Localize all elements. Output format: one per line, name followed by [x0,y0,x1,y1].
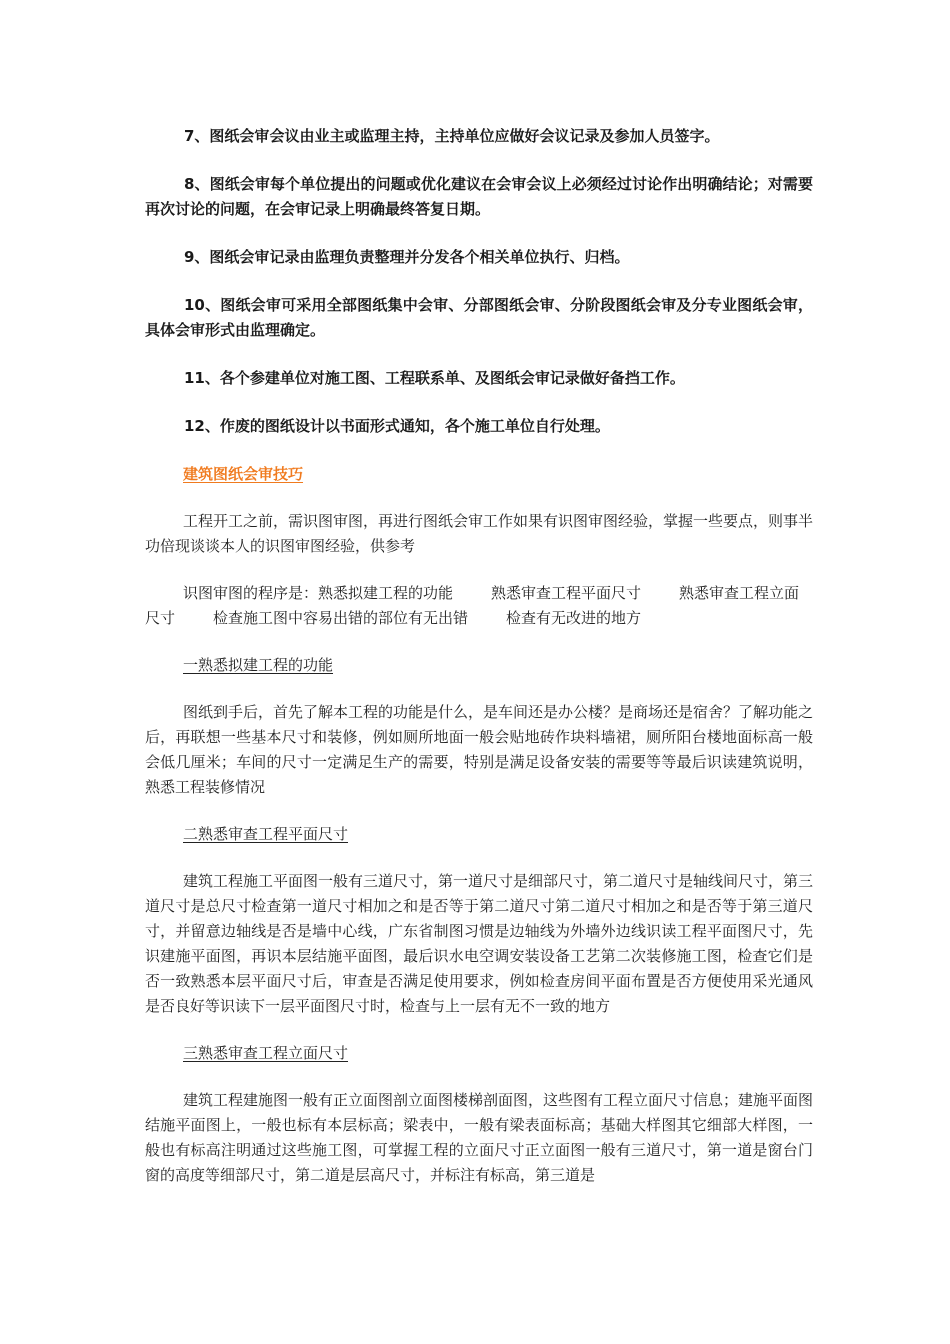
rule-item-9: 9、图纸会审记录由监理负责整理并分发各个相关单位执行、归档。 [184,248,630,266]
tips-link[interactable]: 建筑图纸会审技巧 [183,465,304,483]
rule-item-7: 7、图纸会审会议由业主或监理主持，主持单位应做好会议记录及参加人员签字。 [184,127,720,145]
section-heading-2: 二熟悉审查工程平面尺寸 [183,825,349,843]
section-body-2: 建筑工程施工平面图一般有三道尺寸，第一道尺寸是细部尺寸，第二道尺寸是轴线间尺寸，第三道尺寸是总尺寸检查第一道尺寸相加之和是否等于第二道尺寸第二道尺寸相加之和是否等于第三道尺寸，并留意边轴线是否是墙中心线，广东省制图习惯是边轴线为外墙外边线识读工程平面图尺寸，先识建施平面图，再识本层结施平面图，最后识水电空调安装设备工艺第二次装修施工图，检查它们是否一致熟悉本层平面尺寸后，审查是否满足使用要求，例如检查房间平面布置是否方便使用采光通风是否良好等识读下一层平面图尺寸时，检查与上一层有无不一致的地方 [145,872,814,1015]
rule-item-10: 10、图纸会审可采用全部图纸集中会审、分部图纸会审、分阶段图纸会审及分专业图纸会审，具体会审形式由监理确定。 [145,296,813,339]
section-body-3: 建筑工程建施图一般有正立面图剖立面图楼梯剖面图，这些图有工程立面尺寸信息；建施平面图结施平面图上，一般也标有本层标高；梁表中，一般有梁表面标高；基础大样图其它细部大样图，一般也有标高注明通过这些施工图，可掌握工程的立面尺寸正立面图一般有三道尺寸，第一道是窗台门窗的高度等细部尺寸，第二道是层高尺寸，并标注有标高，第三道是 [145,1091,814,1184]
section-body-1: 图纸到手后，首先了解本工程的功能是什么，是车间还是办公楼？是商场还是宿舍？了解功能之后，再联想一些基本尺寸和装修，例如厕所地面一般会贴地砖作块料墙裙，厕所阳台楼地面标高一般会低几厘米；车间的尺寸一定满足生产的需要，特别是满足设备安装的需要等等最后识读建筑说明，熟悉工程装修情况 [145,703,814,796]
procedure-paragraph [145,581,813,631]
section-heading-3: 三熟悉审查工程立面尺寸 [183,1044,349,1062]
procedure-lead: 识图审图的程序是： [183,584,319,602]
procedure-step-3: 熟悉审查工程立面尺寸 [145,584,800,627]
procedure-step-1: 熟悉拟建工程的功能 [318,584,454,602]
document-content [145,124,813,1210]
section-heading-1: 一熟悉拟建工程的功能 [183,656,334,674]
rule-item-11: 11、各个参建单位对施工图、工程联系单、及图纸会审记录做好备挡工作。 [184,369,685,387]
rule-item-12: 12、作废的图纸设计以书面形式通知，各个施工单位自行处理。 [184,417,610,435]
procedure-step-2: 熟悉审查工程平面尺寸 [491,584,642,602]
rule-item-8: 8、图纸会审每个单位提出的问题或优化建议在会审会议上必须经过讨论作出明确结论；对需要再次讨论的问题，在会审记录上明确最终答复日期。 [145,175,813,218]
procedure-step-4: 检查施工图中容易出错的部位有无出错 [213,609,469,627]
intro-paragraph: 工程开工之前，需识图审图，再进行图纸会审工作如果有识图审图经验，掌握一些要点，则事半功倍现谈谈本人的识图审图经验，供参考 [145,512,814,555]
procedure-step-5: 检查有无改进的地方 [506,609,642,627]
